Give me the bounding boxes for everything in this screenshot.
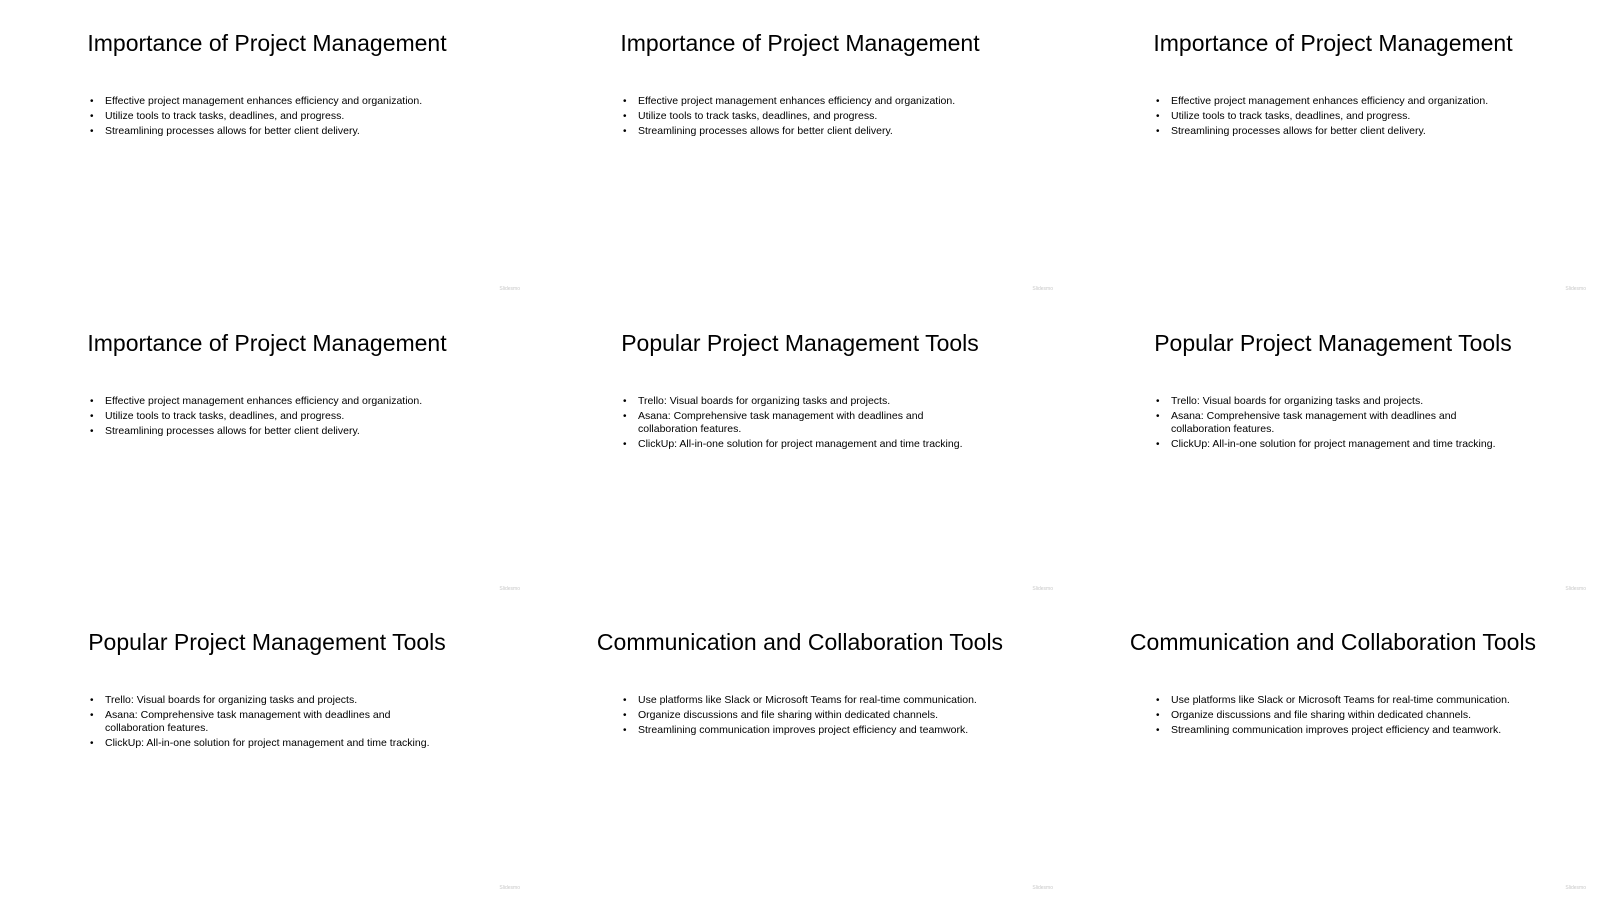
slide-bullet: • Use platforms like Slack or Microsoft Teams for real-time communication. xyxy=(1156,694,1516,707)
slide-bullet: • Organize discussions and file sharing within dedicated channels. xyxy=(623,709,983,722)
slide-bullet: • Effective project management enhances efficiency and organization. xyxy=(90,95,450,108)
slide-bullet-list xyxy=(1156,395,1516,453)
slide-bullet: • ClickUp: All-in-one solution for project management and time tracking. xyxy=(90,737,450,750)
slide-title: Importance of Project Management xyxy=(87,29,447,56)
slide-bullet-list xyxy=(1156,95,1516,140)
slide-footer-logo: Slidesmo xyxy=(1032,286,1053,292)
slide-bullet: • Streamlining processes allows for better client delivery. xyxy=(623,125,983,138)
slide-bullet: • ClickUp: All-in-one solution for project management and time tracking. xyxy=(1156,438,1516,451)
slide-bullet: • Utilize tools to track tasks, deadlines, and progress. xyxy=(1156,110,1516,123)
slide-thumbnail-5[interactable] xyxy=(533,300,1067,600)
slide-footer-logo: Slidesmo xyxy=(1565,286,1586,292)
slide-title: Importance of Project Management xyxy=(87,329,447,356)
slide-bullet: • Utilize tools to track tasks, deadlines, and progress. xyxy=(623,110,983,123)
slide-bullet: • Streamlining communication improves project efficiency and teamwork. xyxy=(623,724,983,737)
slide-bullet: • Streamlining processes allows for better client delivery. xyxy=(90,125,450,138)
slide-thumbnail-1[interactable] xyxy=(0,0,534,300)
slide-bullet-list xyxy=(623,395,983,453)
slide-bullet-list xyxy=(623,95,983,140)
slide-bullet: • Streamlining processes allows for better client delivery. xyxy=(1156,125,1516,138)
slide-title: Communication and Collaboration Tools xyxy=(596,628,1004,655)
slide-bullet: • Effective project management enhances efficiency and organization. xyxy=(623,95,983,108)
slide-bullet-list xyxy=(90,694,450,752)
slide-thumbnail-8[interactable] xyxy=(533,599,1067,899)
slide-footer-logo: Slidesmo xyxy=(499,286,520,292)
slide-thumbnail-6[interactable] xyxy=(1066,300,1600,600)
slide-bullet: • Effective project management enhances efficiency and organization. xyxy=(1156,95,1516,108)
slide-footer-logo: Slidesmo xyxy=(499,885,520,891)
slide-thumbnail-3[interactable] xyxy=(1066,0,1600,300)
slide-footer-logo: Slidesmo xyxy=(499,586,520,592)
slide-bullet: • Asana: Comprehensive task management with deadlines and collaboration features. xyxy=(623,410,983,436)
slide-bullet: • Effective project management enhances efficiency and organization. xyxy=(90,395,450,408)
slide-bullet: • Utilize tools to track tasks, deadlines, and progress. xyxy=(90,410,450,423)
slide-bullet-list xyxy=(623,694,983,739)
slide-bullet: • Streamlining communication improves project efficiency and teamwork. xyxy=(1156,724,1516,737)
slide-bullet-list xyxy=(1156,694,1516,739)
slide-bullet: • Streamlining processes allows for better client delivery. xyxy=(90,425,450,438)
slide-title: Popular Project Management Tools xyxy=(1154,329,1512,356)
slide-thumbnail-4[interactable] xyxy=(0,300,534,600)
slide-thumbnail-2[interactable] xyxy=(533,0,1067,300)
slide-bullet: • Asana: Comprehensive task management with deadlines and collaboration features. xyxy=(1156,410,1516,436)
slide-bullet-list xyxy=(90,395,450,440)
slide-footer-logo: Slidesmo xyxy=(1032,586,1053,592)
slide-bullet: • ClickUp: All-in-one solution for project management and time tracking. xyxy=(623,438,983,451)
slide-footer-logo: Slidesmo xyxy=(1565,586,1586,592)
slide-bullet-list xyxy=(90,95,450,140)
slide-thumbnail-7[interactable] xyxy=(0,599,534,899)
slide-bullet: • Organize discussions and file sharing within dedicated channels. xyxy=(1156,709,1516,722)
slide-footer-logo: Slidesmo xyxy=(1032,885,1053,891)
slide-thumbnail-9[interactable] xyxy=(1066,599,1600,899)
slide-title: Popular Project Management Tools xyxy=(621,329,979,356)
slide-bullet: • Trello: Visual boards for organizing tasks and projects. xyxy=(1156,395,1516,408)
slide-title: Importance of Project Management xyxy=(1153,29,1513,56)
slide-title: Importance of Project Management xyxy=(620,29,980,56)
slide-bullet: • Utilize tools to track tasks, deadlines, and progress. xyxy=(90,110,450,123)
slide-bullet: • Trello: Visual boards for organizing tasks and projects. xyxy=(90,694,450,707)
slide-footer-logo: Slidesmo xyxy=(1565,885,1586,891)
slide-bullet: • Trello: Visual boards for organizing tasks and projects. xyxy=(623,395,983,408)
slide-bullet: • Use platforms like Slack or Microsoft Teams for real-time communication. xyxy=(623,694,983,707)
slide-bullet: • Asana: Comprehensive task management with deadlines and collaboration features. xyxy=(90,709,450,735)
slide-title: Popular Project Management Tools xyxy=(88,628,446,655)
slide-title: Communication and Collaboration Tools xyxy=(1129,628,1537,655)
